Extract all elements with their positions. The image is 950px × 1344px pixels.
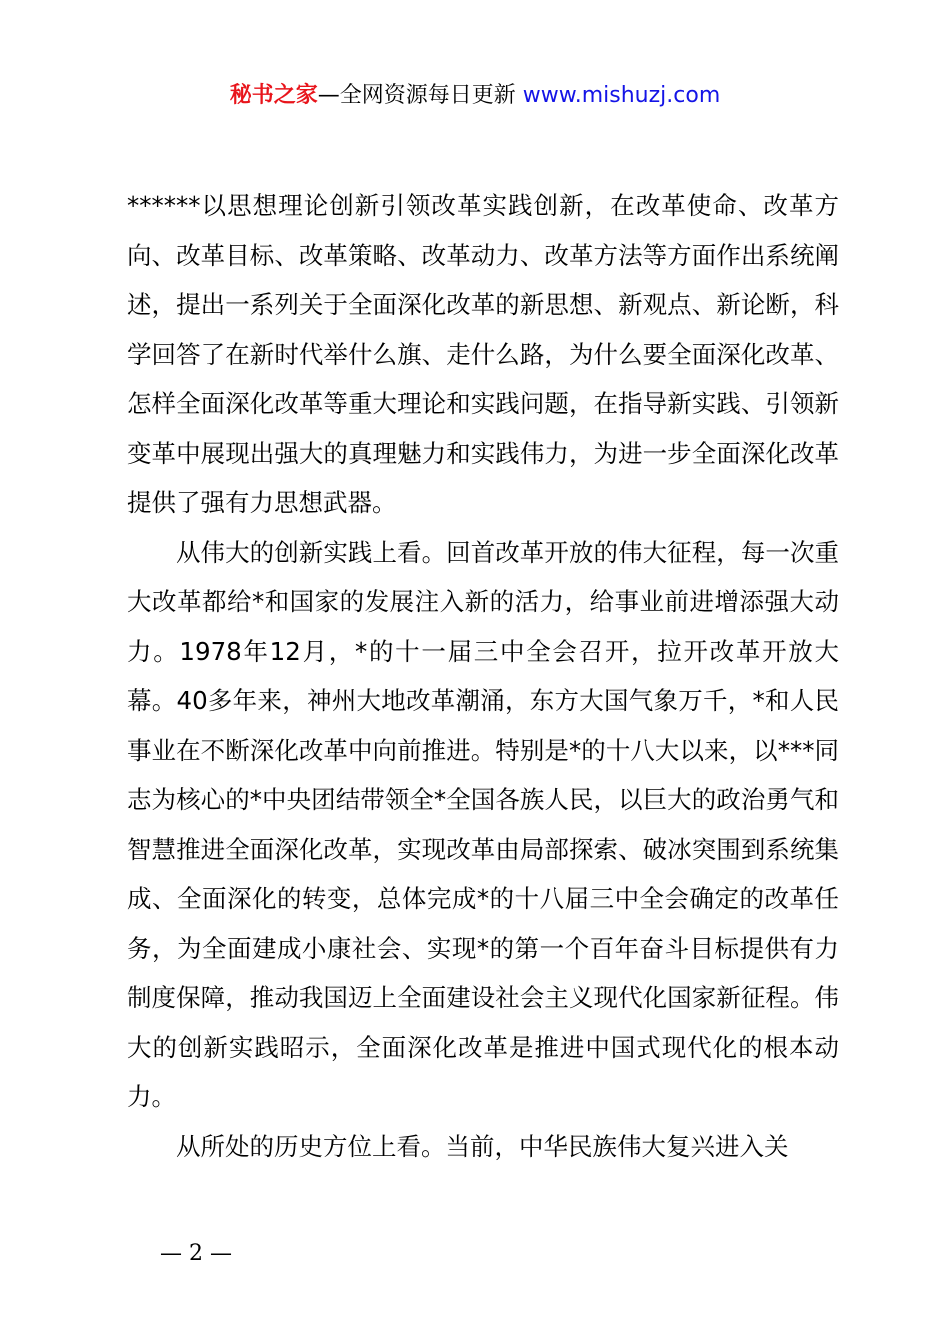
page-number: — 2 — [160,1241,232,1266]
site-url-link[interactable]: www.mishuzj.com [522,83,721,108]
paragraph-2: 从伟大的创新实践上看。回首改革开放的伟大征程，每一次重大改革都给*和国家的发展注入新的活力，给事业前进增添强大动力。1978年12月，*的十一届三中全会召开，拉开改革开放大幕。40多年来，神州大地改革潮涌，东方大国气象万千，*和人民事业在不断深化改革中向前推进。特别是*的十八大以来，以***同志为核心的*中央团结带领全*全国各族人民，以巨大的政治勇气和智慧推进全面深化改革，实现改革由局部探索、破冰突围到系统集成、全面深化的转变，总体完成*的十八届三中全会确定的改革任务，为全面建成小康社会、实现*的第一个百年奋斗目标提供有力制度保障，推动我国迈上全面建设社会主义现代化国家新征程。伟大的创新实践昭示，全面深化改革是推进中国式现代化的根本动力。 [127,537,839,1111]
site-brand: 秘书之家 [229,83,318,108]
site-tagline: —全网资源每日更新 [317,83,516,108]
paragraph-3: 从所处的历史方位上看。当前，中华民族伟大复兴进入关 [176,1131,789,1161]
paragraph-1: ******以思想理论创新引领改革实践创新，在改革使命、改革方向、改革目标、改革策略、改革动力、改革方法等方面作出系统阐述，提出一系列关于全面深化改革的新思想、新观点、新论断，科学回答了在新时代举什么旗、走什么路，为什么要全面深化改革、怎样全面深化改革等重大理论和实践问题，在指导新实践、引领新变革中展现出强大的真理魅力和实践伟力，为进一步全面深化改革提供了强有力思想武器。 [127,191,839,517]
site-header [0,80,950,112]
document-body [127,181,839,1171]
